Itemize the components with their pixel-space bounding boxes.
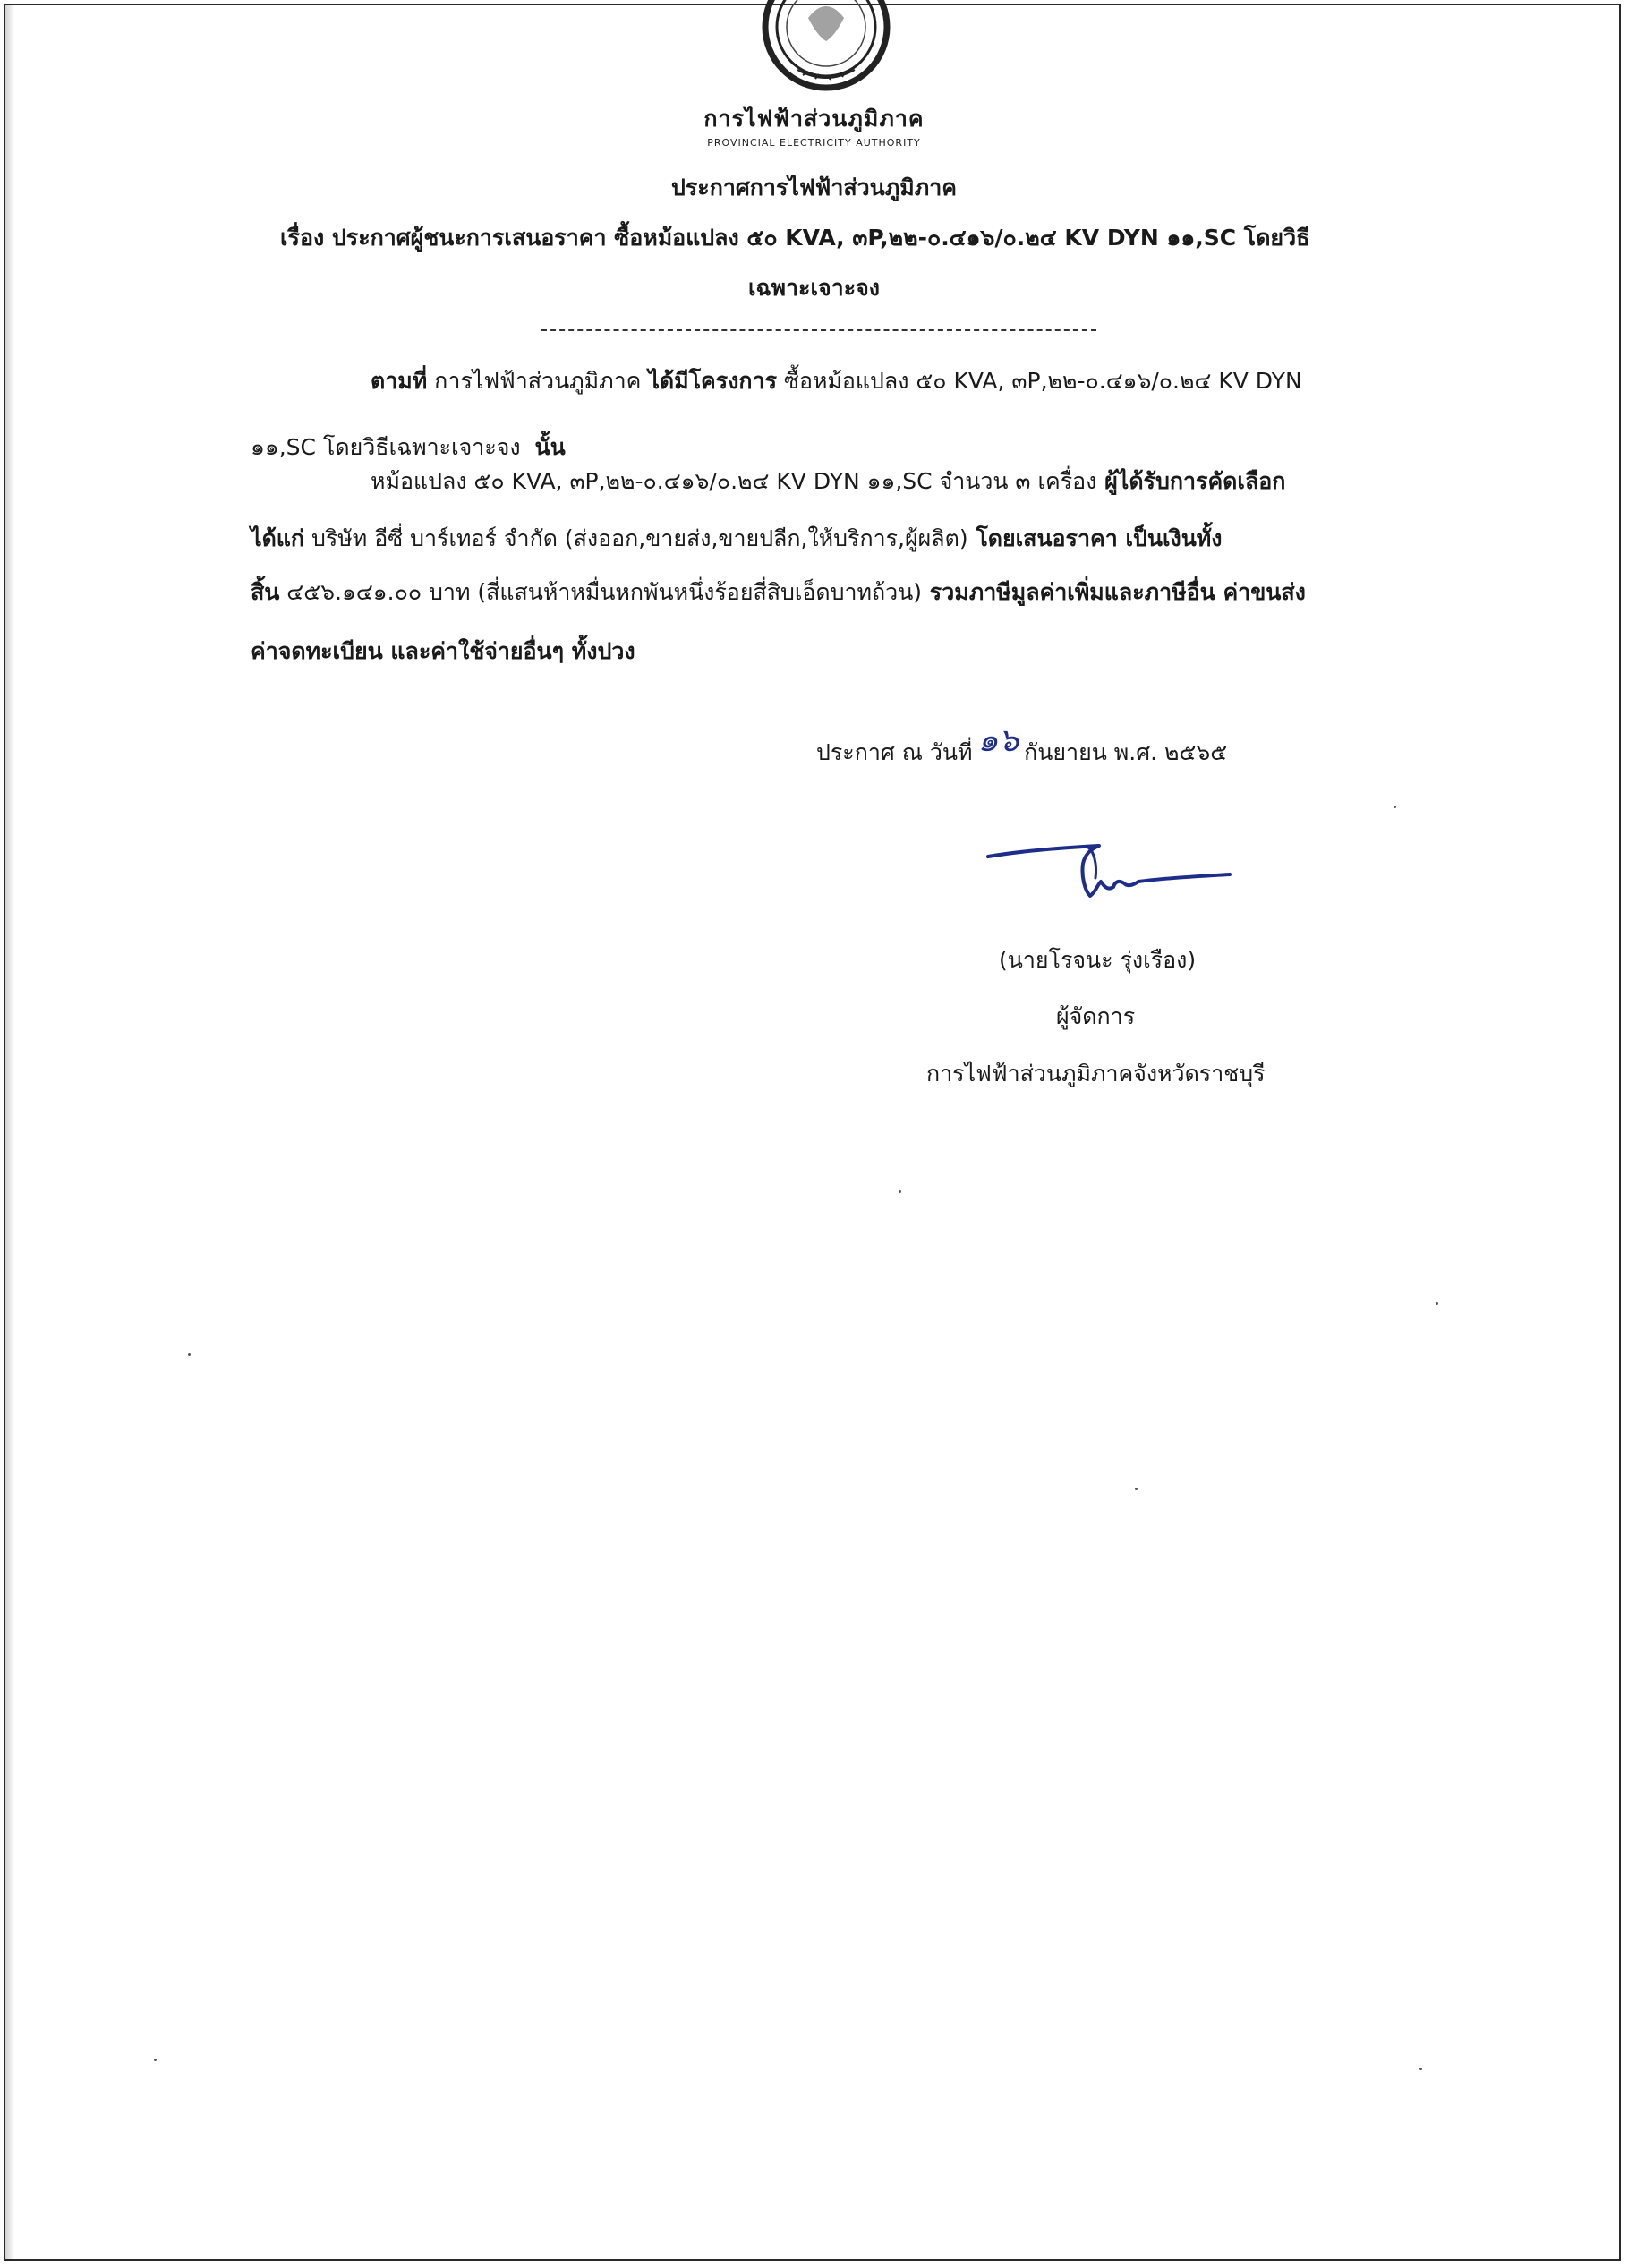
announcement-title: ประกาศการไฟฟ้าส่วนภูมิภาค [671,175,957,200]
body-winner-label: ได้แก่ [251,525,305,551]
subject-line-2: เฉพาะเจาะจง [747,275,881,301]
body-line-6: ค่าจดทะเบียน และค่าใช้จ่ายอื่นๆ ทั้งปวง [251,638,635,664]
body-price-label: โดยเสนอราคา เป็นเงินทั้ง [967,525,1223,551]
body-line-3 [371,464,1285,499]
scan-speck [899,1190,901,1193]
subject-line-1: เรื่อง ประกาศผู้ชนะการเสนอราคา ซื้อหม้อแปลง ๕๐ KVA, ๓P,๒๒-๐.๔๑๖/๐.๒๔ KV DYN ๑๑,SC โดยวิธี [280,225,1310,251]
date-month-year: กันยายน พ.ศ. ๒๕๖๕ [1024,739,1228,765]
body-amount: ๔๕๖.๑๔๑.๐๐ บาท (สี่แสนห้าหมื่นหกพันหนึ่งร้อยสี่สิบเอ็ดบาทถ้วน) [279,579,923,605]
body-method: ๑๑,SC โดยวิธีเฉพาะเจาะจง [251,434,521,460]
body-company: บริษัท อีซี่ บาร์เทอร์ จำกัด (ส่งออก,ขายส่ง,ขายปลีก,ให้บริการ,ผู้ผลิต) [304,525,968,551]
body-total-prefix: สิ้น [251,579,280,605]
signatory-name: (นายโรจนะ รุ่งเรือง) [999,947,1197,973]
body-project-name: ซื้อหม้อแปลง ๕๐ KVA, ๓P,๒๒-๐.๔๑๖/๐.๒๔ KV DYN [777,368,1302,394]
signatory-position: ผู้จัดการ [1056,1003,1136,1029]
handwritten-signature [984,828,1235,917]
scan-speck [1394,806,1396,808]
pea-seal-logo [762,0,891,97]
body-item: หม้อแปลง ๕๐ KVA, ๓P,๒๒-๐.๔๑๖/๐.๒๔ KV DYN ๑๑,SC จำนวน ๓ เครื่อง [371,468,1097,494]
dashed-divider [541,329,1096,331]
scan-speck [1436,1302,1438,1305]
body-line-1 [371,363,1302,399]
body-amount-suffix: รวมภาษีมูลค่าเพิ่มและภาษีอื่น ค่าขนส่ง [922,579,1306,605]
scan-speck [1135,1488,1138,1490]
body-line-2 [251,430,566,465]
scan-edge-shadow-left [5,4,14,2261]
body-line-2-end: นั้น [534,434,566,460]
scan-speck [154,2059,157,2061]
org-name-english: PROVINCIAL ELECTRICITY AUTHORITY [707,137,921,149]
date-day-handwritten: ๑๖ [977,722,1019,759]
body-prefix: ตามที่ [371,368,428,394]
signatory-office: การไฟฟ้าส่วนภูมิภาคจังหวัดราชบุรี [926,1061,1266,1087]
body-line-4 [251,521,1223,557]
page-border [4,4,1621,2261]
scan-speck [1419,2068,1422,2070]
announcement-date [816,723,1227,774]
scan-speck [188,1353,191,1356]
body-agency: การไฟฟ้าส่วนภูมิภาค [427,368,649,394]
body-selected-label: ผู้ได้รับการคัดเลือก [1096,468,1286,494]
org-name-thai: การไฟฟ้าส่วนภูมิภาค [703,106,925,132]
body-project-label: ได้มีโครงการ [648,368,778,394]
date-prefix: ประกาศ ณ วันที่ [816,739,973,765]
body-line-5 [251,575,1306,610]
